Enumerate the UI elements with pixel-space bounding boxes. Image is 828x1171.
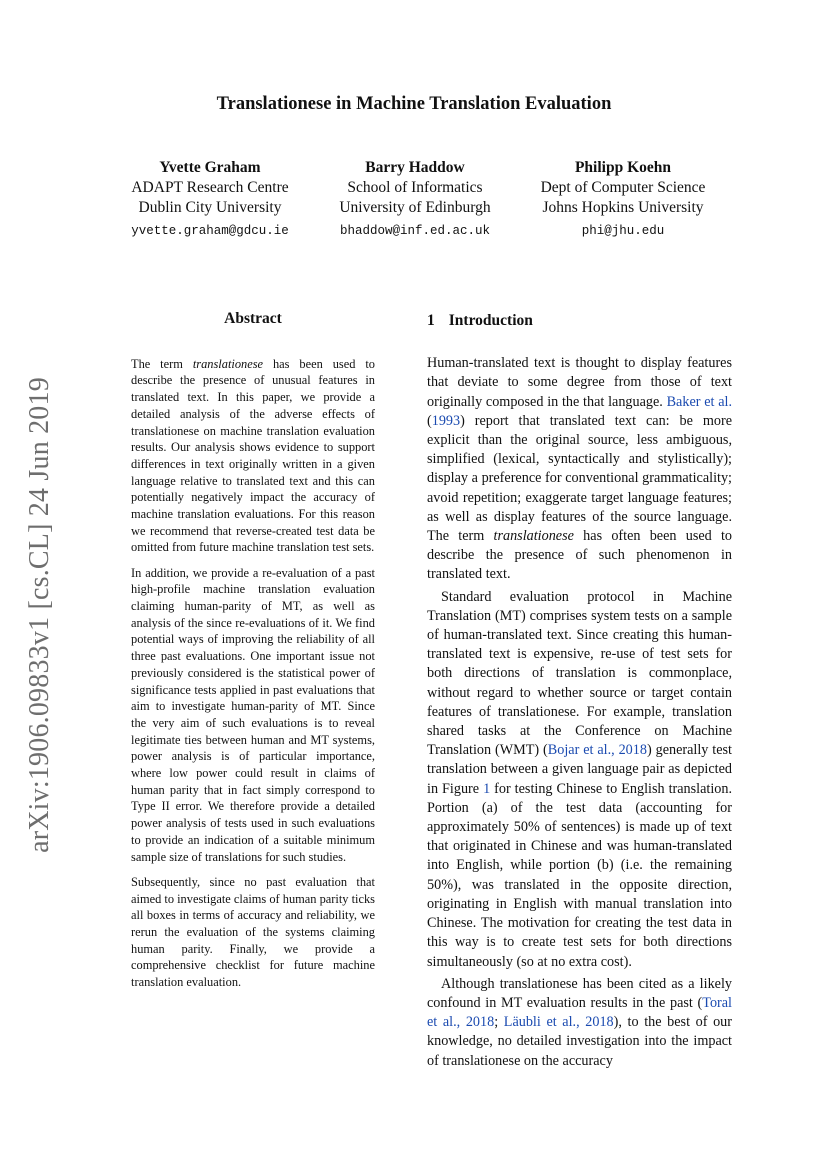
author-email[interactable]: phi@jhu.edu [581,224,665,238]
term-emphasis: translationese [192,356,264,371]
term-emphasis: translationese [493,528,574,545]
figure-reference-link[interactable]: 1 [483,780,491,797]
author-name: Philipp Koehn [574,159,672,176]
section-number: 1 [427,312,435,329]
paper-title: Translationese in Machine Translation Evaluation [216,94,612,114]
author-institution: Dublin City University [138,199,282,216]
body-paragraph: Although translationese has been cited as a likely confound in MT evaluation results in the past (Toral et al., 2018; Läubli et al., 2018), to the best of our knowledge, no detailed investigation into the impact of translationese on the accuracy [427,975,732,1069]
author-institution: University of Edinburgh [339,199,491,216]
citation-year-link[interactable]: 1993 [431,412,461,429]
abstract-paragraph: In addition, we provide a re-evaluation of a past high-profile machine translation evaluation claiming human-parity of MT, as well as analysis of the since re-evaluations of it. We find potential ways of improving the reliability of all three past evaluations. One important issue not previously considered is the statistical power of significance tests applied in past evaluations that aim to investigate human-parity of MT. Since the very aim of such evaluations is to reveal legitimate ties between human and MT systems, power analysis is of particular importance, where low power could result in claims of human parity that in fact simply correspond to Type II error. We therefore provide a detailed power analysis of tests used in such evaluations to provide an indication of a suitable minimum sample size of translations for such studies. [131,565,375,864]
author-name: Yvette Graham [159,159,261,176]
section-title: Introduction [448,312,533,329]
abstract-paragraph: The term translationese has been used to describe the presence of unusual features in translated text. In this paper, we provide a detailed analysis of the adverse effects of translationese on machine translation evaluation results. Our analysis shows evidence to support differences in text originally written in a given language relative to translated text and this can potentially negatively impact the accuracy of machine translation evaluations. For this reason we recommend that reverse-created test data be omitted from future machine translation test sets. [131,356,375,555]
author-affiliation: School of Informatics [347,179,483,196]
author-institution: Johns Hopkins University [542,199,704,216]
author-email[interactable]: bhaddow@inf.ed.ac.uk [339,224,491,238]
author-affiliation: ADAPT Research Centre [131,179,289,196]
arxiv-sidebar-stamp [15,375,65,855]
body-paragraph: Human-translated text is thought to display features that deviate to some degree from those of text originally composed in the that language. Baker et al. (1993) report that translated text can: be more explicit than the original source, less ambiguous, simplified (lexical, syntactically and stylistically); display a preference for conventional grammaticality; avoid repetition; exaggerate target language features; as well as display features of the source language. The term translationese has often been used to describe the presence of such phenomenon in translated text. [427,355,732,583]
author-name: Barry Haddow [365,159,465,176]
abstract-section [131,311,375,999]
abstract-paragraph: Subsequently, since no past evaluation that aimed to investigate claims of human parity ticks all boxes in terms of accuracy and reliability, we rerun the evaluation of the systems claiming human parity. Finally, we provide a comprehensive checklist for future machine translation evaluation. [131,874,375,990]
abstract-heading: Abstract [224,310,282,327]
author-block [112,158,308,241]
author-affiliation: Dept of Computer Science [540,179,706,196]
citation-link[interactable]: Bojar et al., 2018 [547,742,647,759]
author-email[interactable]: yvette.graham@gdcu.ie [131,224,289,238]
citation-link[interactable]: Läubli et al., 2018 [503,1014,614,1031]
author-block [520,158,726,241]
body-paragraph: Standard evaluation protocol in Machine Translation (MT) comprises system tests on a sample of human-translated text. Since creating this human-translated text is expensive, re-use of test sets for both directions of translation is commonplace, without regard to whether source or target contain features of translationese. For example, translation shared tasks at the Conference on Machine Translation (WMT) (Bojar et al., 2018) generally test translation between a given language pair as depicted in Figure 1 for testing Chinese to English translation. Portion (a) of the test data (accounting for approximately 50% of sentences) is made up of text that originated in Chinese and was human-translated into English, while portion (b) (i.e. the remaining 50%), was translated in the opposite direction, originating in English with manual translation into Chinese. The motivation for creating the test data in this way is to create test sets for both directions simultaneously (so at no extra cost). [427,588,733,970]
introduction-section [427,311,732,1071]
author-block [316,158,514,241]
citation-link[interactable]: Toral et al., 2018 [427,994,732,1031]
arxiv-identifier: arXiv:1906.09833v1 [cs.CL] 24 Jun 2019 [24,377,55,853]
citation-link[interactable]: Baker et al. [666,393,732,410]
section-heading [427,311,732,330]
